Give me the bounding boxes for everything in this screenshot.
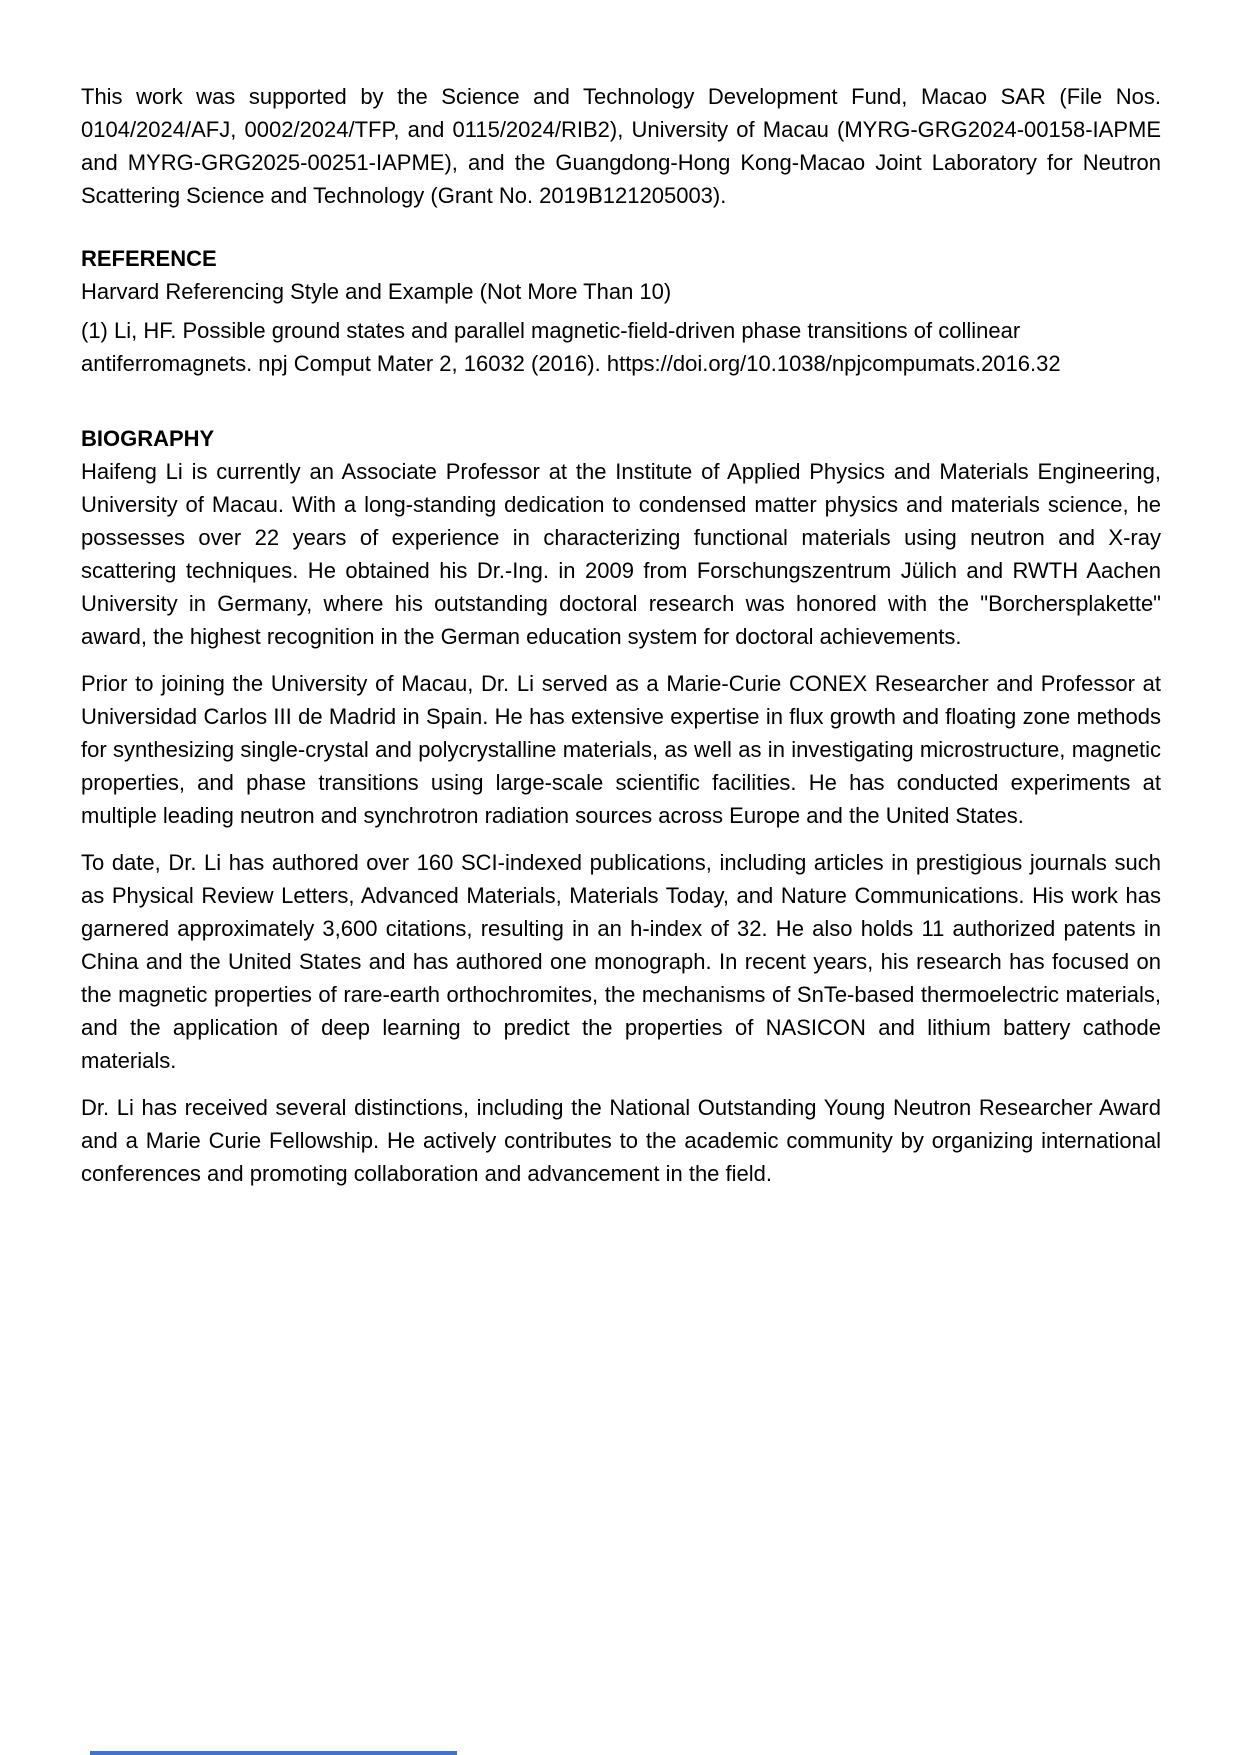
acknowledgment-paragraph: This work was supported by the Science and Technology Development Fund, Macao SAR (File Nos. 0104/2024/AFJ, 0002/2024/TFP, and 0115/2024/RIB2), University of Macau (MYRG-GRG2024-00158-IAPME and MYRG-GRG2025-00251-IAPME), and the Guangdong-Hong Kong-Macao Joint Laboratory for Neutron Scattering Science and Technology (Grant No. 2019B121205003). (81, 84, 1161, 208)
biography-paragraph-1: Haifeng Li is currently an Associate Professor at the Institute of Applied Physics and Materials Engineering, University of Macau. With a long-standing dedication to condensed matter physics and materials science, he possesses over 22 years of experience in characterizing functional materials using neutron and X-ray scattering techniques. He obtained his Dr.-Ing. in 2009 from Forschungszentrum Jülich and RWTH Aachen University in Germany, where his outstanding doctoral research was honored with the "Borchersplakette" award, the highest recognition in the German education system for doctoral achievements. (81, 459, 1161, 649)
biography-paragraph-4: Dr. Li has received several distinctions, including the National Outstanding Young Neutron Researcher Award and a Marie Curie Fellowship. He actively contributes to the academic community by organizing international conferences and promoting collaboration and advancement in the field. (81, 1095, 1161, 1186)
reference-style-note: Harvard Referencing Style and Example (Not More Than 10) (81, 279, 672, 304)
reference-heading: REFERENCE (81, 246, 217, 271)
biography-paragraph-3: To date, Dr. Li has authored over 160 SCI-indexed publications, including articles in prestigious journals such as Physical Review Letters, Advanced Materials, Materials Today, and Nature Communications. His work has garnered approximately 3,600 citations, resulting in an h-index of 32. He also holds 11 authorized patents in China and the United States and has authored one monograph. In recent years, his research has focused on the magnetic properties of rare-earth orthochromites, the mechanisms of SnTe-based thermoelectric materials, and the application of deep learning to predict the properties of NASICON and lithium battery cathode materials. (81, 850, 1161, 1073)
page-bottom-accent-bar (90, 1751, 457, 1755)
reference-entry: (1) Li, HF. Possible ground states and parallel magnetic-field-driven phase transitions of collinear antiferromagnets. npj Comput Mater 2, 16032 (2016). https://doi.org/10.1038/npjcompumats.2016.32 (81, 318, 1061, 376)
biography-heading: BIOGRAPHY (81, 426, 215, 451)
biography-paragraph-2: Prior to joining the University of Macau, Dr. Li served as a Marie-Curie CONEX Researcher and Professor at Universidad Carlos III de Madrid in Spain. He has extensive expertise in flux growth and floating zone methods for synthesizing single-crystal and polycrystalline materials, as well as in investigating microstructure, magnetic properties, and phase transitions using large-scale scientific facilities. He has conducted experiments at multiple leading neutron and synchrotron radiation sources across Europe and the United States. (81, 671, 1161, 828)
